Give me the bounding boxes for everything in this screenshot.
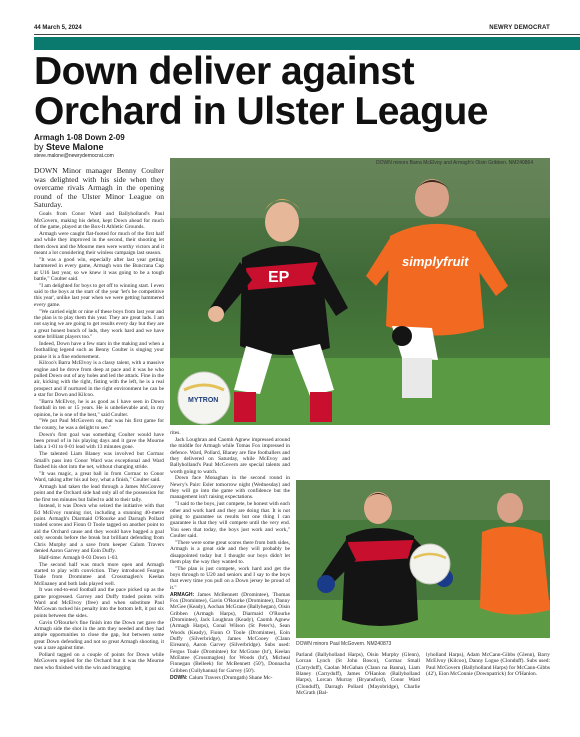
photo-illustration-top	[170, 158, 550, 425]
football-bottom	[410, 544, 450, 584]
headline-line-2: Orchard in Ulster League	[34, 90, 488, 133]
headline	[34, 52, 534, 132]
publication-name: NEWRY DEMOCRAT	[489, 25, 550, 31]
article-paragraph: "We carried eight or nine of these boys from last year and the plan is to play them this year. They are great lads. I am not saying we are going to get results every day but they are a great honest bunch of lads, they work hard and we have some brilliant players too."	[34, 308, 164, 340]
down-team-list	[170, 675, 290, 681]
article-paragraph: Kilcoo's Barra McElvoy is a classy talent, with a massive engine and he drove from deep at pace and it was he who pulled Down out of any holes and led the attack. Fine in the air, kicking with the right, fisting with the left, he is a real prospect and if nurtured in the right environment he can be a star for Down and Kilcoo.	[34, 360, 164, 399]
article-paragraph: The talented Liam Blaney was involved but Cormac Small's pass into Conor Ward was exceptional and Ward flashed his shot into the net, without changing stride.	[34, 451, 164, 470]
down-team-names-a: Calum Travers (Drumgath) Shane Mc-	[188, 674, 273, 681]
photo-illustration-bottom	[296, 480, 550, 638]
article-column-1	[34, 167, 164, 671]
author-name: Steve Malone	[46, 142, 104, 152]
by-word: by	[34, 142, 44, 152]
football-brand: MYTRON	[188, 397, 219, 404]
article-column-4	[426, 652, 550, 678]
armagh-jersey-sponsor: simplyfruit	[402, 254, 469, 269]
byline	[34, 133, 234, 159]
photo-bottom-caption: DOWN minors Paul McGovern. NM240873	[296, 641, 392, 647]
down-team-names-b: Parland (Ballyholland Harps), Oisin Murphy (Glenn), Lorcan Lynch (St John Bosco), Cormac Small (Carryduff), Caolan McGahan (Clann na Banna), Liam Blaney (Carryduff), James O'Hanlon (Ballyholland Harps), Lorcan Murray (Bryansford), Conor Ward (Clonduff), Darragh Pollard (Mayobridge), Charlie McGrath (Bal-	[296, 652, 420, 697]
headline-line-1: Down deliver against	[34, 50, 415, 93]
article-paragraph: The second half was much more open and Armagh started to play with conviction. They introduced Feargus Toale from Dromintee and Crossmaglen's Keelan McEnaney and both lads played well.	[34, 561, 164, 587]
match-photo-top	[170, 158, 550, 425]
author-email[interactable]: steve.malone@newrydemocrat.com	[34, 153, 114, 159]
article-paragraph: Goals from Conor Ward and Ballyholland's Paul McGovern, making his debut, kept Down ahead for much of the game, played at the Box-It Athletic Grounds.	[34, 211, 164, 231]
photo-top-caption: DOWN minors Barra McElvoy and Armagh's Oisin Gribben. NM240864	[376, 160, 534, 166]
article-paragraph: "I said to the boys, just compete, be honest with each other and work hard and they are doing that. It is not going to guarantee us results but one thing I can guarantee is that they will compete until the very end. You seen that today, the boys just work and work," Coulter said.	[170, 501, 290, 539]
article-paragraph: "There were some great scores there from both sides, Armagh is a great side and they will probably be disappointed today but I thought our boys didn't let them play the way they wanted to.	[170, 539, 290, 565]
page-number-date: 44 March 5, 2024	[34, 25, 82, 31]
author-line	[34, 142, 234, 152]
down-team-names-c: lyholland Harps), Adam McCann-Gibbs (Glenn), Barry McElvoy (Kilcoo), Danny Logue (Clonduff). Subs used: Paul McGovern (Ballyholland Harps) for McCann-Gibbs (42'), Eion McConnie (Downpatrick) for O'Hanlon.	[426, 652, 550, 678]
article-paragraph: Down face Monaghan in the second round in Newry's Pairc Esler tomorrow night (Wednesday) and they will go into the game with confidence but the management isn't raising expectations.	[170, 475, 290, 501]
article-paragraph: "Barra McElvoy, he is as good as I have seen in Down football in ten or 15 years. He is unbelievable and, in my opinion, he is one of the best," said Coulter.	[34, 398, 164, 418]
down-team-label: DOWN:	[170, 674, 188, 681]
article-paragraph: Down's first goal was something Coulter would have been proud of in his playing days and it gave the Mourne lads a 1-01 to 0-01 lead with 13 minutes gone.	[34, 431, 164, 451]
match-score: Armagh 1-08 Down 2-09	[34, 133, 125, 142]
article-paragraph: Indeed, Down have a few stars in the making and when a footballing legend such as Benny Coulter is singing your praise it is a fine endorsement.	[34, 340, 164, 360]
article-paragraph: Armagh were caught flat-footed for much of the first half and while they improved in the second, their shooting let them down and the Mourne men were worthy victors and it meant a lot considering their winless campaign last season.	[34, 231, 164, 257]
article-paragraph: Half-time: Armagh 0-03 Down 1-03.	[39, 554, 119, 561]
article-paragraph: Gavin O'Rourke's fine finish into the Down net gave the Armagh side the shot in the arm they needed and they had ample opportunities to close the gap, but between some great Down defending and not so great Armagh shooting, it was a rare against time.	[34, 619, 164, 651]
article-paragraph: "We put Paul McGovern on, that was his first game for the county, he was a delight to see."	[34, 418, 164, 431]
article-paragraph: "I am delighted for boys to get off to winning start. I even said to the boys at the start of the year 'let's be competitive this year', unlike last year when we were getting hammered every game.	[34, 282, 164, 308]
down-jersey-sponsor: EP	[268, 269, 290, 286]
article-paragraph: rites.	[170, 430, 181, 436]
article-paragraph: Instead, it was Down who seized the initiative with that Ed McEvoy running riot, including a stunning 40-metre point. Armagh's Diarmaid O'Rourke and Darragh Pollard traded scores and Fionn O Toole tagged on another point to aid the Orchard cause and they would have bagged a goal only seconds before the break but brilliant defending from Chris Murphy and a save from keeper Calum Travers denied Aaron Garvey and Eoin Duffy.	[34, 503, 164, 554]
article-paragraph: Jack Loughran and Caomh Agnew impressed around the middle for Armagh while Tomas Fox impressed in defence. Ward, Pollard, Blaney are fine footballers and they delivered on Saturday, while McEvoy and Ballyholland's Paul McGovern are special talents and worth going to watch.	[170, 436, 290, 475]
article-paragraph: "The plan is just compete, work hard and get the boys through to U20 and seniors and I say to the boys that every time you pull on a Down jersey be proud of it."	[170, 565, 290, 591]
article-paragraph: Armagh had taken the lead through a James McConvey point and the Orchard side had only all of the possession for the first ten minutes but failed to add to their tally.	[34, 483, 164, 503]
article-lead: DOWN Minor manager Benny Coulter was delighted with his side when they overcame rivals Armagh in the opening round of the Ulster Minor League on Saturday.	[34, 166, 164, 210]
match-photo-bottom	[296, 480, 550, 638]
article-paragraph: "It was a good win, especially after last year getting hammered in every game, Armagh won the Buncrana Cup at U16 last year, so we knew it was going to be a tough battle," Coulter said.	[34, 256, 164, 282]
article-paragraph: "It was magic, a great ball in from Cormac to Conor Ward, taking after his aul boy, what a finish," Coulter said.	[34, 470, 164, 484]
armagh-team-list	[170, 592, 290, 674]
article-column-3	[296, 652, 420, 697]
accent-band	[34, 37, 580, 50]
header-rule	[34, 34, 580, 35]
article-paragraph: Pollard tagged on a couple of points for Down while McGovern replied for the Orchard but it was the Mourne men who finished with the win and bragging	[34, 651, 164, 671]
armagh-team-label: ARMAGH:	[170, 591, 195, 598]
article-column-2	[170, 430, 290, 681]
armagh-team-names: James McBennett (Dromintee), Thomas Fox (Dromintee), Gavin O'Rourke (Dromintee), Danny McGee (Keady), Aochan McGrane (Ballyhegan), Oisin Gribben (Armagh Harps), Diarmaid O'Rourke (Dromintee), Jack Loughran (Keady), Caomh Agnew (Armagh Harps), Conal Wilson (St Peter's), Sean Woods (Keady), Fionn O Toole (Dromintee), Eoin Duffy (Silverbridge), James McCooey (Clann Eireann), Aaron Garvey (Silverbridge). Subs used: Fergus Toale (Dromintee) for McGrane (ht'), Keelan McEntee (Crossmaglen) for Woods (ht'), Micheal Finnegan (Belleek) for McBennett (50'), Donnacha Gribben (Cullyhanna) for Garvey (50').	[170, 591, 290, 674]
article-paragraph: It was end-to-end football and the pace picked up as the game progressed. Garvey and Duffy traded points with Ward and McElvoy (free) and when substitute Paul McGowan tucked his penalty into the bottom left, it put six points between the sides.	[34, 587, 164, 619]
